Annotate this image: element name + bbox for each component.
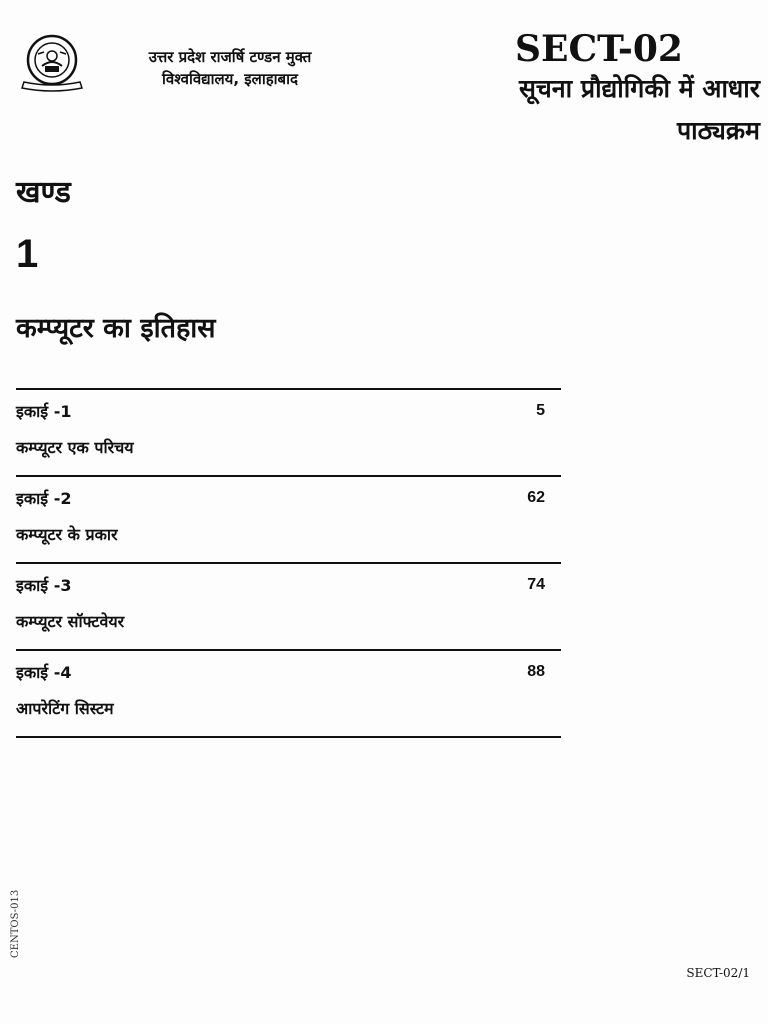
unit-row [16, 390, 561, 477]
block-number: 1 [16, 232, 39, 276]
unit-list [16, 388, 561, 738]
unit-label: इकाई -2 [16, 489, 72, 508]
unit-row [16, 564, 561, 651]
unit-title: कम्प्यूटर के प्रकार [16, 525, 118, 544]
block-title: कम्प्यूटर का इतिहास [16, 313, 216, 344]
unit-page-number: 62 [527, 489, 545, 506]
side-code: CENTOS-013 [10, 889, 21, 958]
university-name [110, 46, 350, 90]
footer-code: SECT-02/1 [686, 966, 750, 980]
unit-row [16, 477, 561, 564]
course-title-line-2: पाठ्यक्रम [676, 116, 760, 145]
university-name-line-2: विश्वविद्यालय, इलाहाबाद [162, 70, 298, 88]
block-label: खण्ड [16, 175, 71, 210]
unit-label: इकाई -4 [16, 663, 72, 682]
university-logo [18, 32, 86, 96]
unit-page-number: 74 [527, 576, 545, 593]
unit-row [16, 651, 561, 738]
unit-title: कम्प्यूटर एक परिचय [16, 438, 134, 457]
course-title-line-1: सूचना प्रौद्योगिकी में आधार [519, 74, 760, 103]
unit-title: कम्प्यूटर सॉफ्टवेयर [16, 612, 125, 631]
course-code: SECT-02 [515, 28, 683, 70]
unit-label: इकाई -1 [16, 402, 72, 421]
unit-page-number: 88 [527, 663, 545, 680]
university-name-line-1: उत्तर प्रदेश राजर्षि टण्डन मुक्त [148, 48, 312, 66]
unit-title: आपरेटिंग सिस्टम [16, 699, 114, 718]
unit-page-number: 5 [536, 402, 545, 419]
course-title [340, 68, 760, 152]
unit-label: इकाई -3 [16, 576, 72, 595]
